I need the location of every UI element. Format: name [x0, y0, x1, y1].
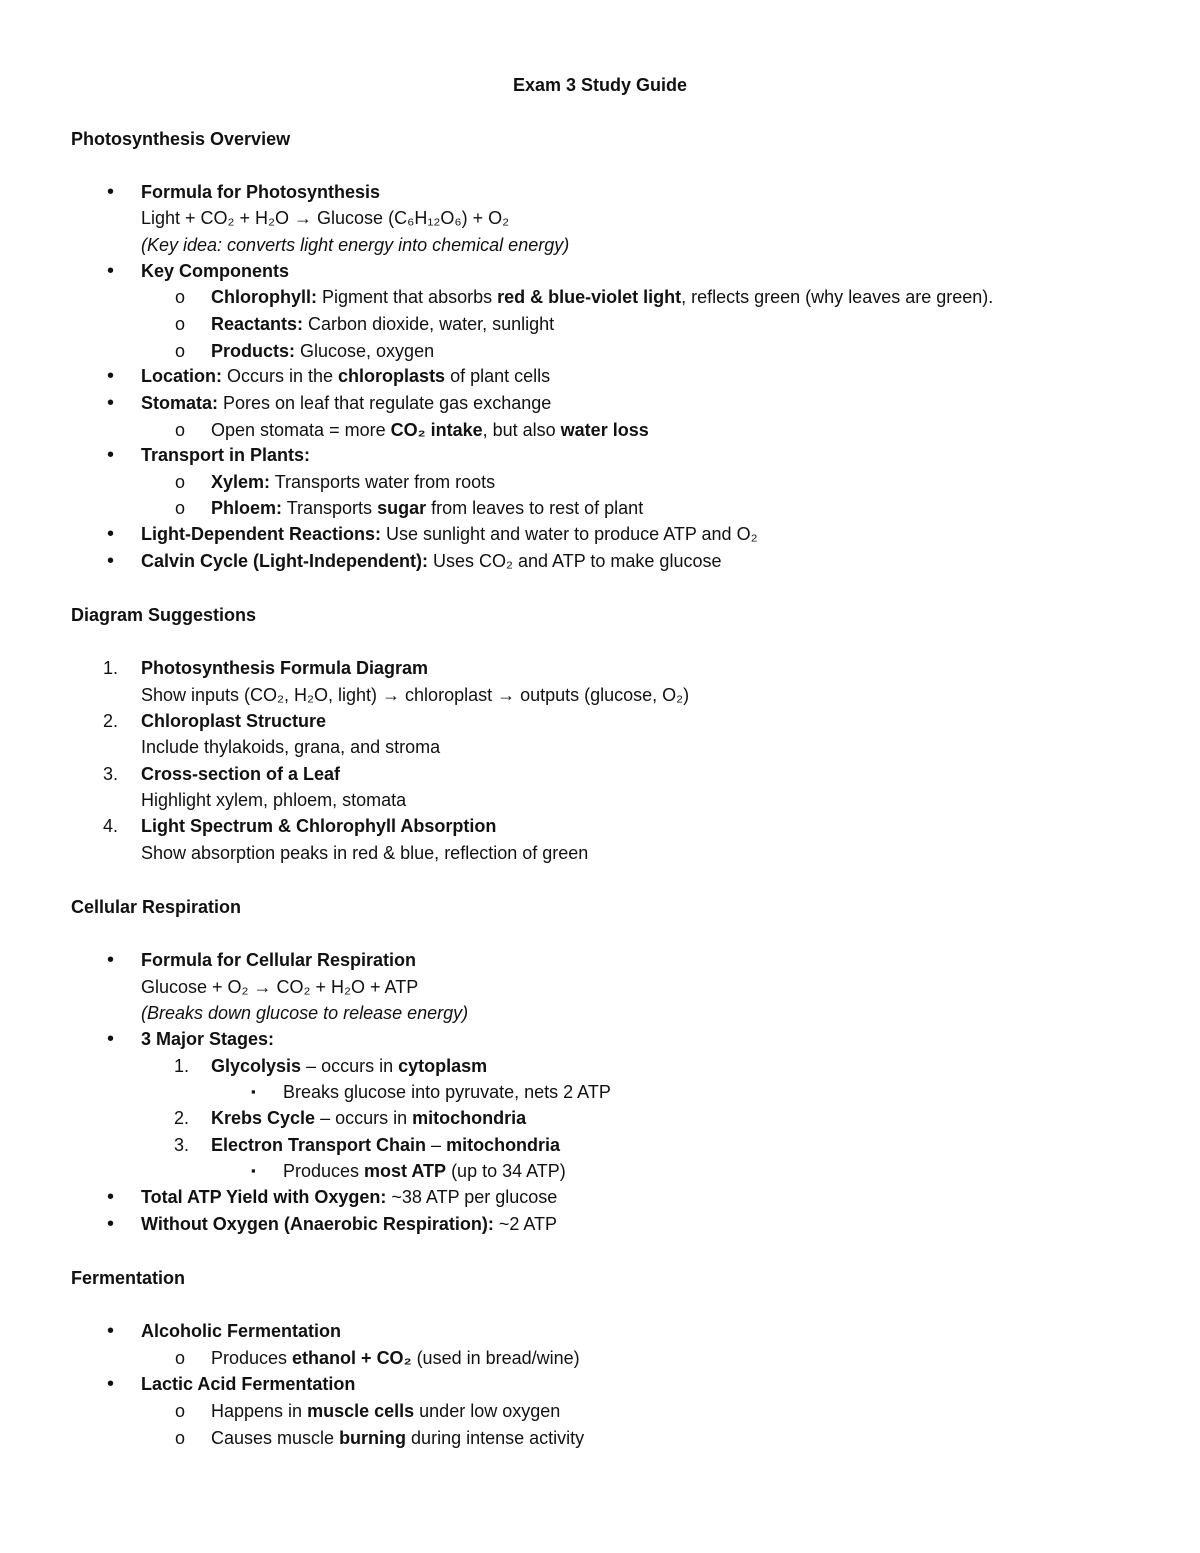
diagram-item-text: Include thylakoids, grana, and stroma [141, 737, 441, 757]
formula-photosynthesis: Light + CO₂ + H₂O → Glucose (C₆H₁₂O₆) + O₂ [141, 208, 510, 228]
diagram-item-text: Show absorption peaks in red & blue, reflection of green [141, 843, 589, 863]
section-heading-photosynthesis: Photosynthesis Overview [71, 129, 291, 149]
list-number: 3. [103, 764, 119, 784]
diagram-item-text: Highlight xylem, phloem, stomata [141, 790, 407, 810]
circle-marker: o [175, 498, 186, 518]
section-heading-diagrams: Diagram Suggestions [71, 605, 257, 625]
circle-marker: o [175, 287, 186, 307]
bullet-marker: • [107, 1373, 115, 1395]
bullet-marker: • [107, 365, 115, 387]
stage-glycolysis: Glycolysis – occurs in cytoplasm [211, 1056, 488, 1076]
formula-respiration: Glucose + O₂ → CO₂ + H₂O + ATP [141, 977, 419, 997]
total-atp-item: Total ATP Yield with Oxygen: ~38 ATP per glucose [141, 1187, 558, 1207]
diagram-item-label: Cross-section of a Leaf [141, 764, 341, 784]
diagram-item-label: Chloroplast Structure [141, 711, 327, 731]
circle-marker: o [175, 420, 186, 440]
square-marker: ▪ [251, 1084, 256, 1099]
list-number: 3. [174, 1135, 190, 1155]
bullet-marker: • [107, 1028, 115, 1050]
formula-respiration-label: Formula for Cellular Respiration [141, 950, 417, 970]
calvin-cycle-item: Calvin Cycle (Light-Independent): Uses CO₂ and ATP to make glucose [141, 551, 722, 571]
lactic-label: Lactic Acid Fermentation [141, 1374, 356, 1394]
anaerobic-item: Without Oxygen (Anaerobic Respiration): ~2 ATP [141, 1214, 558, 1234]
formula-photosynthesis-note: (Key idea: converts light energy into chemical energy) [141, 235, 570, 255]
stage-krebs: Krebs Cycle – occurs in mitochondria [211, 1108, 527, 1128]
bullet-marker: • [107, 523, 115, 545]
list-number: 4. [103, 816, 119, 836]
reactants-item: Reactants: Carbon dioxide, water, sunlight [211, 314, 555, 334]
formula-respiration-note: (Breaks down glucose to release energy) [141, 1003, 469, 1023]
bullet-marker: • [107, 392, 115, 414]
alcoholic-label: Alcoholic Fermentation [141, 1321, 342, 1341]
xylem-item: Xylem: Transports water from roots [211, 472, 496, 492]
bullet-marker: • [107, 550, 115, 572]
lactic-subitem-1: Happens in muscle cells under low oxygen [211, 1401, 561, 1421]
circle-marker: o [175, 1401, 186, 1421]
list-number: 2. [103, 711, 119, 731]
bullet-marker: • [107, 1213, 115, 1235]
square-marker: ▪ [251, 1163, 256, 1178]
location-item: Location: Occurs in the chloroplasts of plant cells [141, 366, 551, 386]
transport-label: Transport in Plants: [141, 445, 311, 465]
lactic-subitem-2: Causes muscle burning during intense activity [211, 1428, 585, 1448]
bullet-marker: • [107, 444, 115, 466]
stage-etc-sub: Produces most ATP (up to 34 ATP) [283, 1161, 566, 1181]
section-heading-fermentation: Fermentation [71, 1268, 186, 1288]
diagram-item-text: Show inputs (CO₂, H₂O, light) → chloroplast → outputs (glucose, O₂) [141, 685, 690, 705]
products-item: Products: Glucose, oxygen [211, 341, 435, 361]
page-title: Exam 3 Study Guide [512, 75, 688, 95]
alcoholic-subitem: Produces ethanol + CO₂ (used in bread/wine) [211, 1348, 580, 1368]
chlorophyll-item: Chlorophyll: Pigment that absorbs red & blue-violet light, reflects green (why leaves are green). [211, 287, 994, 307]
circle-marker: o [175, 1428, 186, 1448]
key-components-label: Key Components [141, 261, 290, 281]
circle-marker: o [175, 314, 186, 334]
phloem-item: Phloem: Transports sugar from leaves to rest of plant [211, 498, 644, 518]
circle-marker: o [175, 1348, 186, 1368]
list-number: 1. [103, 658, 119, 678]
bullet-marker: • [107, 1186, 115, 1208]
stage-etc: Electron Transport Chain – mitochondria [211, 1135, 561, 1155]
diagram-item-label: Photosynthesis Formula Diagram [141, 658, 429, 678]
diagram-item-label: Light Spectrum & Chlorophyll Absorption [141, 816, 497, 836]
bullet-marker: • [107, 260, 115, 282]
formula-photosynthesis-label: Formula for Photosynthesis [141, 182, 381, 202]
circle-marker: o [175, 341, 186, 361]
stomata-item: Stomata: Pores on leaf that regulate gas exchange [141, 393, 552, 413]
stages-label: 3 Major Stages: [141, 1029, 275, 1049]
stomata-subitem: Open stomata = more CO₂ intake, but also water loss [211, 420, 649, 440]
list-number: 1. [174, 1056, 190, 1076]
light-dependent-item: Light-Dependent Reactions: Use sunlight and water to produce ATP and O₂ [141, 524, 758, 544]
bullet-marker: • [107, 949, 115, 971]
bullet-marker: • [107, 1320, 115, 1342]
stage-glycolysis-sub: Breaks glucose into pyruvate, nets 2 ATP [283, 1082, 611, 1102]
bullet-marker: • [107, 181, 115, 203]
circle-marker: o [175, 472, 186, 492]
section-heading-respiration: Cellular Respiration [71, 897, 242, 917]
list-number: 2. [174, 1108, 190, 1128]
